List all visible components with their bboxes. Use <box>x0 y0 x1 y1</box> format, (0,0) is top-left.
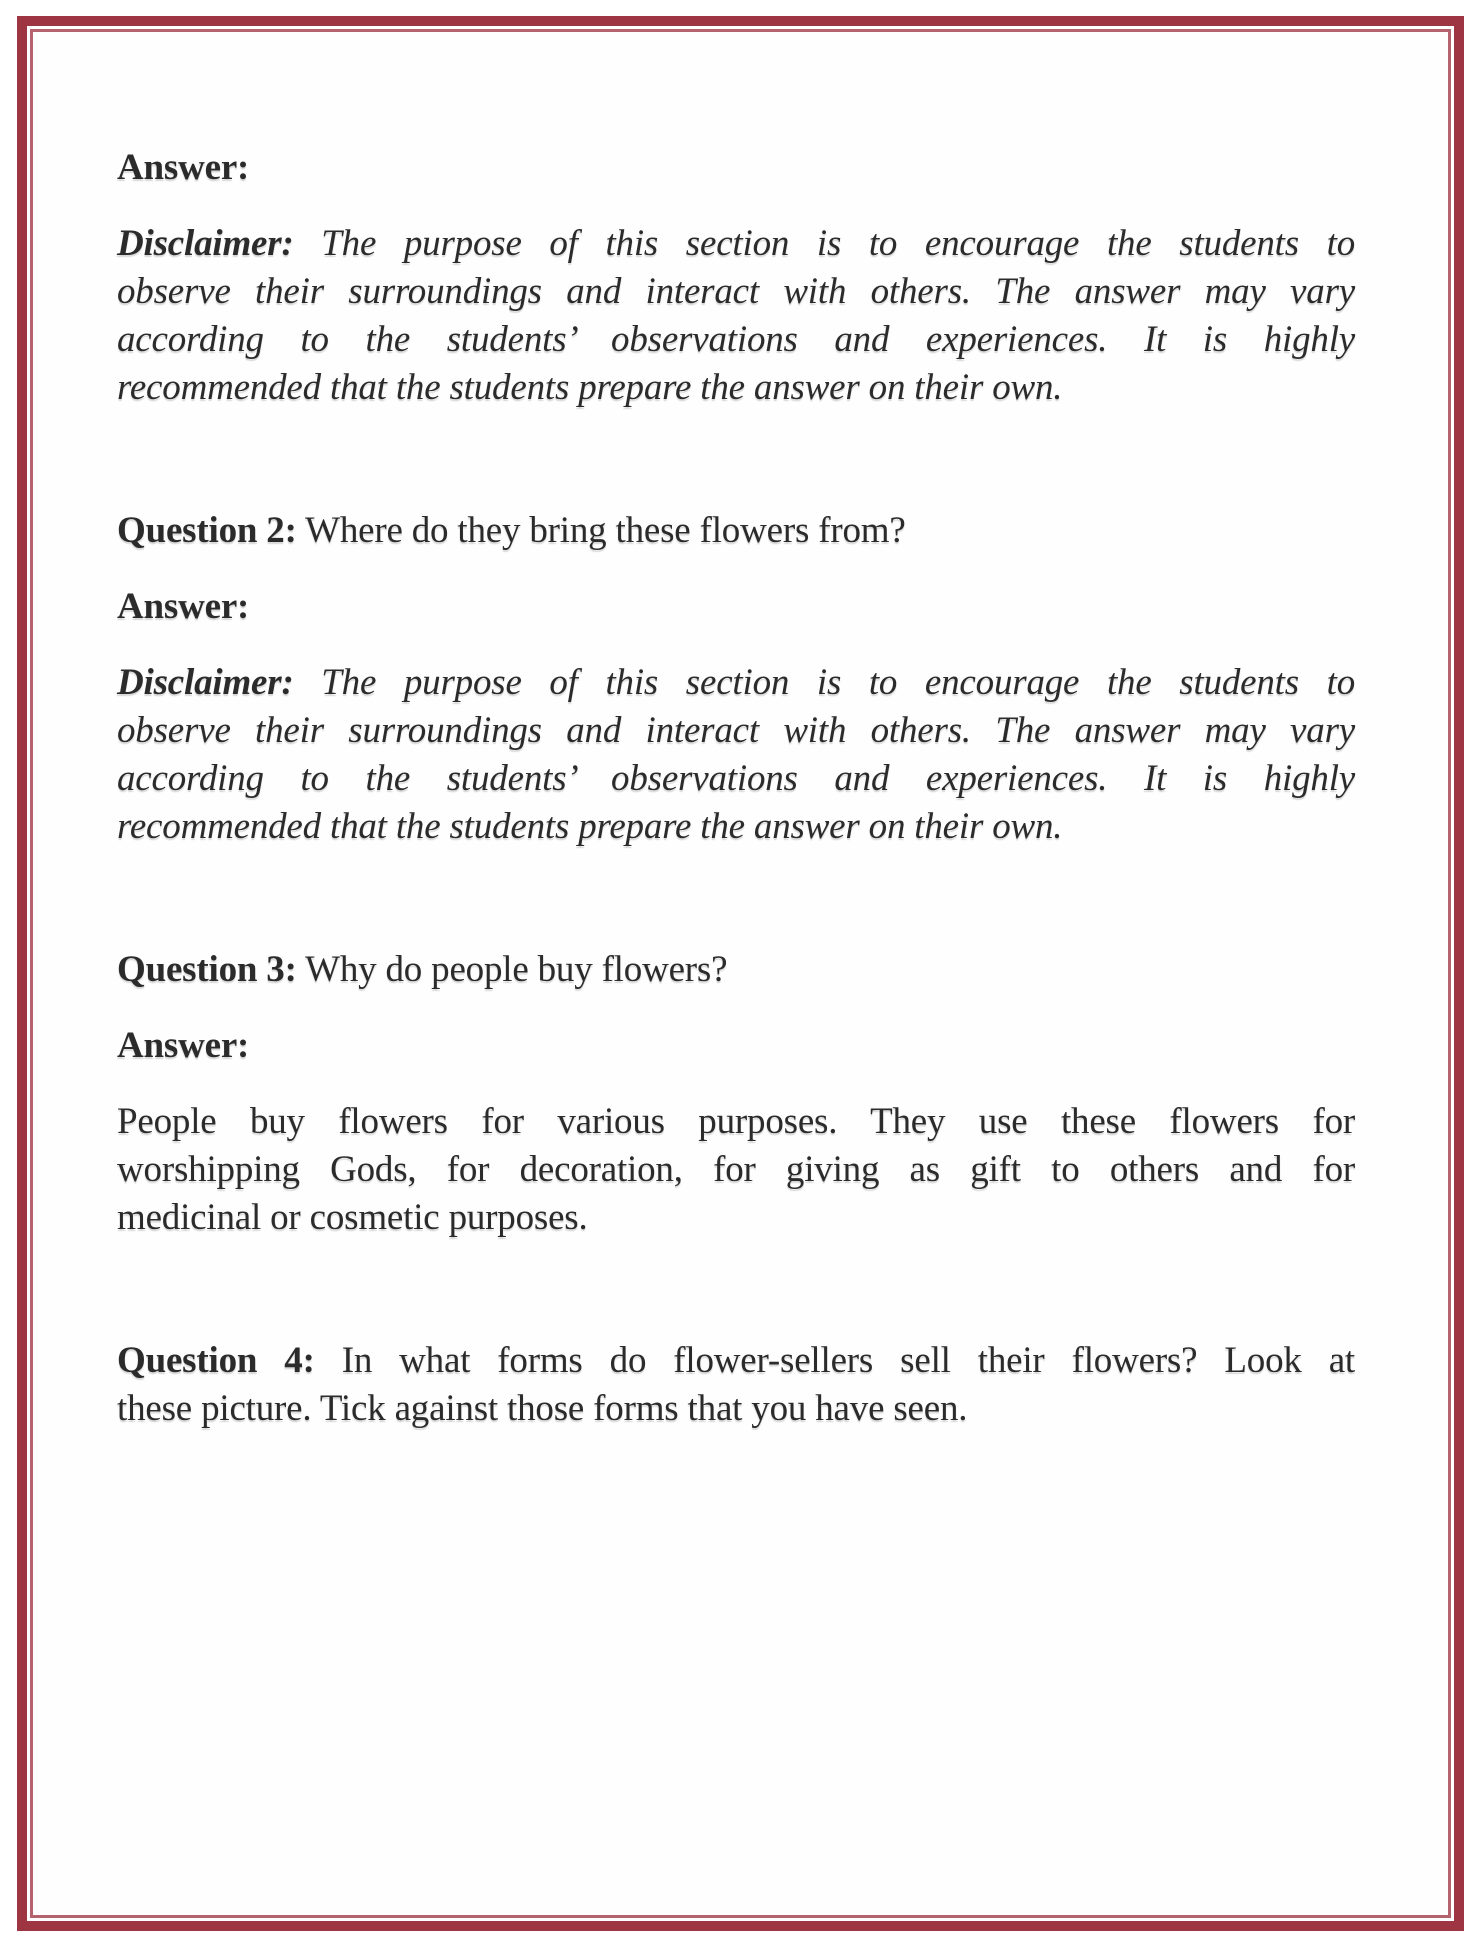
disclaimer-paragraph-2-line <box>117 755 1355 803</box>
disclaimer-paragraph-1-text: observe their surroundings and interact with others. The answer may vary <box>117 271 1355 312</box>
question-2-heading-text: Question 2: <box>117 510 297 551</box>
question-3-heading-text: Question 3: <box>117 949 297 990</box>
answer-heading-2 <box>117 583 1355 631</box>
answer-heading-1-text: Answer: <box>117 147 250 188</box>
disclaimer-paragraph-2-text: The purpose of this section is to encourage the students to <box>293 662 1355 703</box>
question-3-heading <box>117 946 1355 994</box>
answer-heading-3 <box>117 1022 1355 1070</box>
question-2-heading <box>117 507 1355 555</box>
question-2-heading-line <box>117 507 1355 555</box>
question-3-answer-paragraph-line <box>117 1146 1355 1194</box>
answer-heading-3-text: Answer: <box>117 1025 250 1066</box>
question-4-heading-text: these picture. Tick against those forms that you have seen. <box>117 1388 968 1429</box>
question-4-heading-text: In what forms do flower-sellers sell their flowers? Look at <box>314 1340 1355 1381</box>
question-3-answer-paragraph-line <box>117 1194 1355 1242</box>
disclaimer-paragraph-2-text: according to the students’ observations and experiences. It is highly <box>117 758 1355 799</box>
disclaimer-paragraph-2-text: observe their surroundings and interact with others. The answer may vary <box>117 710 1355 751</box>
disclaimer-paragraph-2 <box>117 659 1355 851</box>
answer-heading-1 <box>117 144 1355 192</box>
disclaimer-paragraph-1-text: according to the students’ observations and experiences. It is highly <box>117 319 1355 360</box>
question-4-heading-line <box>117 1385 1355 1433</box>
disclaimer-paragraph-1-text: The purpose of this section is to encourage the students to <box>293 223 1355 264</box>
disclaimer-paragraph-1-text: recommended that the students prepare the answer on their own. <box>117 367 1063 408</box>
document-content <box>33 32 1448 1915</box>
question-4-heading-line <box>117 1337 1355 1385</box>
question-4-heading-text: Question 4: <box>117 1340 315 1381</box>
page-border-inner <box>30 29 1451 1918</box>
disclaimer-paragraph-2-text: Disclaimer: <box>117 662 294 703</box>
question-3-heading-text: Why do people buy flowers? <box>296 949 728 990</box>
disclaimer-paragraph-2-line <box>117 803 1355 851</box>
answer-heading-3-line <box>117 1022 1355 1070</box>
disclaimer-paragraph-1-text: Disclaimer: <box>117 223 294 264</box>
page-border-outer <box>17 16 1464 1931</box>
question-3-answer-paragraph <box>117 1098 1355 1242</box>
answer-heading-2-text: Answer: <box>117 586 250 627</box>
disclaimer-paragraph-1-line <box>117 268 1355 316</box>
question-3-answer-paragraph-text: medicinal or cosmetic purposes. <box>117 1197 588 1238</box>
question-3-heading-line <box>117 946 1355 994</box>
disclaimer-paragraph-2-text: recommended that the students prepare the answer on their own. <box>117 806 1063 847</box>
disclaimer-paragraph-2-line <box>117 659 1355 707</box>
disclaimer-paragraph-1-line <box>117 364 1355 412</box>
question-4-heading <box>117 1337 1355 1433</box>
question-3-answer-paragraph-line <box>117 1098 1355 1146</box>
answer-heading-2-line <box>117 583 1355 631</box>
disclaimer-paragraph-1-line <box>117 316 1355 364</box>
question-2-heading-text: Where do they bring these flowers from? <box>296 510 906 551</box>
disclaimer-paragraph-2-line <box>117 707 1355 755</box>
answer-heading-1-line <box>117 144 1355 192</box>
question-3-answer-paragraph-text: People buy flowers for various purposes. They use these flowers for <box>117 1101 1355 1142</box>
disclaimer-paragraph-1 <box>117 220 1355 412</box>
question-3-answer-paragraph-text: worshipping Gods, for decoration, for giving as gift to others and for <box>117 1149 1355 1190</box>
disclaimer-paragraph-1-line <box>117 220 1355 268</box>
